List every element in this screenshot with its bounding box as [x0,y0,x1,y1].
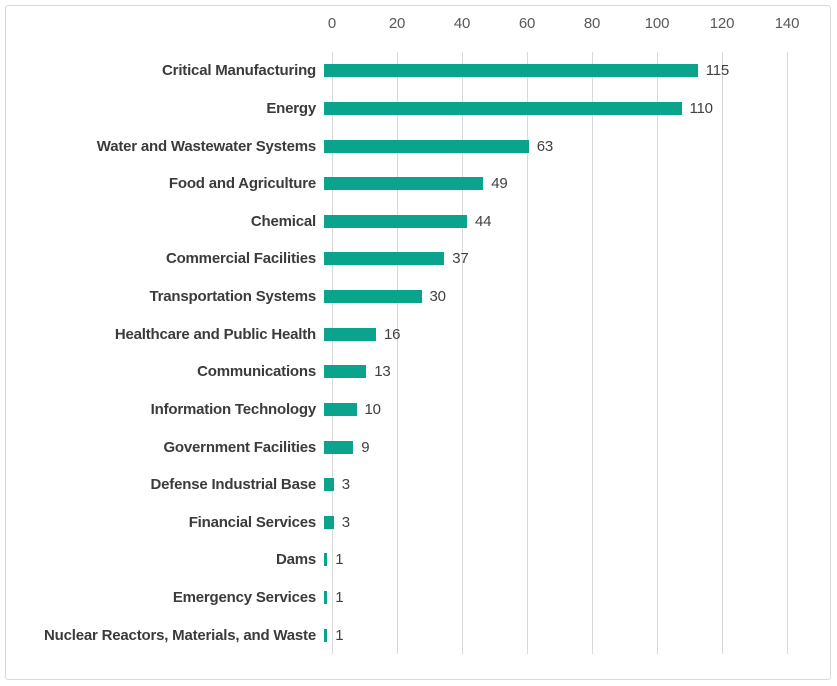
bar [324,64,698,77]
bar-value-label: 3 [341,476,350,494]
category-label: Food and Agriculture [168,175,316,193]
bar [324,290,422,303]
bar-value-label: 3 [341,513,350,531]
bar-rows [6,52,830,654]
bar-value-label: 110 [689,99,713,117]
bar-row [6,391,830,429]
bar-row [6,579,830,617]
bar [324,252,444,265]
category-label: Information Technology [150,400,316,418]
bar-track [324,325,779,343]
bar-row [6,52,830,90]
chart-frame [5,5,831,680]
bar-row [6,504,830,542]
bar [324,516,334,529]
bar-value-label: 1 [335,551,344,569]
bar-track [324,476,779,494]
category-label: Commercial Facilities [165,250,316,268]
x-axis-tick-label: 80 [583,15,601,32]
bar-row [6,428,830,466]
bar-track [324,212,779,230]
bar-track [324,400,779,418]
bar-value-label: 16 [384,325,401,343]
bar-row [6,90,830,128]
bar-row [6,240,830,278]
x-axis-tick-label: 100 [644,15,670,32]
category-label: Government Facilities [163,438,316,456]
bar-row [6,466,830,504]
bar-value-label: 9 [361,438,370,456]
bar-value-label: 37 [452,250,469,268]
bar-value-label: 1 [335,626,344,644]
x-axis-top [327,15,800,39]
bar-track [324,288,779,306]
bar-value-label: 13 [374,363,391,381]
bar [324,553,327,566]
bar [324,328,376,341]
bar-value-label: 30 [429,288,446,306]
category-label: Healthcare and Public Health [114,325,316,343]
x-axis-tick-label: 0 [327,15,337,32]
bar-value-label: 49 [491,175,508,193]
bar-value-label: 10 [364,400,381,418]
bar [324,441,353,454]
x-axis-tick-label: 60 [518,15,536,32]
bar [324,591,327,604]
bar [324,140,529,153]
category-label: Chemical [250,212,316,230]
bar-track [324,513,779,531]
bar [324,177,483,190]
bar-track [324,99,779,117]
category-label: Dams [275,551,316,569]
x-axis-tick-label: 120 [709,15,735,32]
category-label: Critical Manufacturing [162,62,316,80]
bar-row [6,616,830,654]
category-label: Financial Services [188,513,316,531]
bar-value-label: 44 [475,212,492,230]
bar-track [324,137,779,155]
category-label: Communications [197,363,316,381]
x-axis-tick-label: 40 [453,15,471,32]
bar [324,403,357,416]
bar-value-label: 115 [705,62,730,80]
bar-row [6,315,830,353]
bar-row [6,278,830,316]
category-label: Water and Wastewater Systems [96,137,316,155]
bar-track [324,250,779,268]
bar-track [324,175,779,193]
bar-track [324,626,779,644]
bar [324,629,327,642]
bar-row [6,203,830,241]
bar-track [324,62,779,80]
bar-row [6,165,830,203]
bar-track [324,589,779,607]
bar-value-label: 1 [335,589,344,607]
x-axis-tick-label: 20 [388,15,406,32]
bar [324,215,467,228]
category-label: Nuclear Reactors, Materials, and Waste [44,626,316,644]
bar-track [324,551,779,569]
bar-track [324,438,779,456]
category-label: Emergency Services [172,589,316,607]
bar-value-label: 63 [536,137,554,155]
category-label: Transportation Systems [149,288,316,306]
bar [324,478,334,491]
category-label: Energy [266,99,316,117]
bar-row [6,127,830,165]
bar [324,365,366,378]
x-axis-tick-label: 140 [774,15,800,32]
bar-row [6,353,830,391]
bar-track [324,363,779,381]
bar [324,102,682,115]
bar-row [6,541,830,579]
category-label: Defense Industrial Base [150,476,316,494]
